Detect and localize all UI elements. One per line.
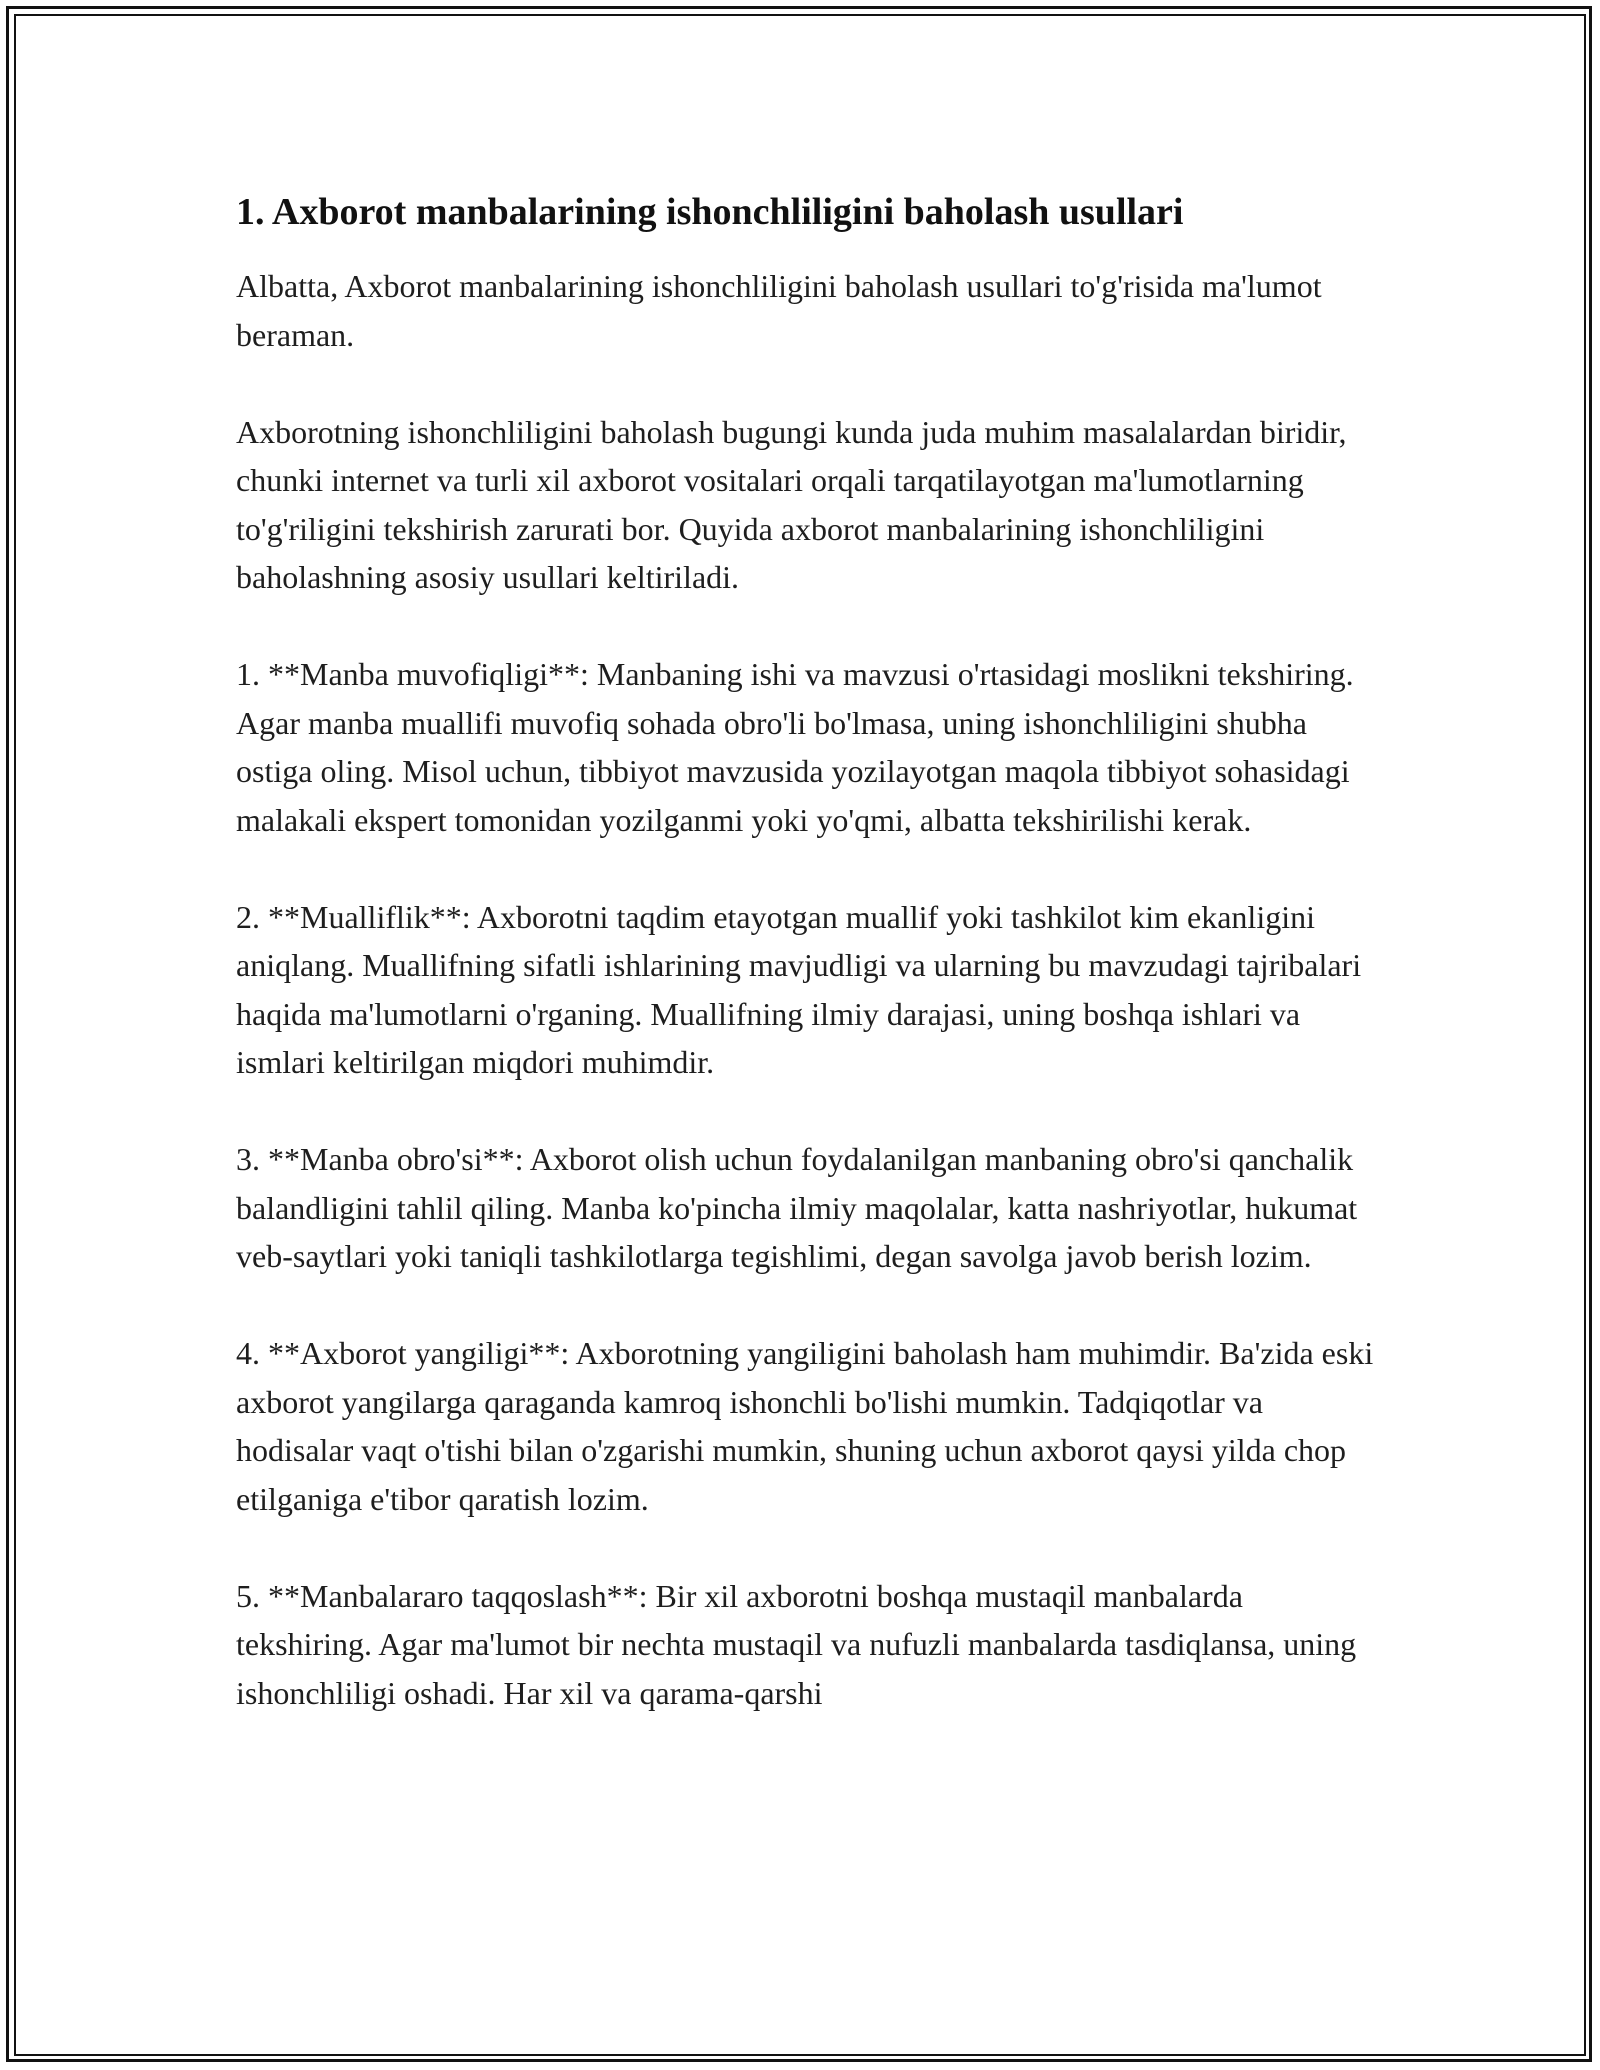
- paragraph-item-2: 2. **Mualliflik**: Axborotni taqdim etayotgan muallif yoki tashkilot kim ekanligini aniqlang. Muallifning sifatli ishlarining mavjudligi va ularning bu mavzudagi tajribalari haqida ma'lumotlarni o'rganing. Muallifning ilmiy darajasi, uning boshqa ishlari va ismlari keltirilgan miqdori muhimdir.: [236, 898, 1362, 1080]
- paragraph-overview: Axborotning ishonchliligini baholash bugungi kunda juda muhim masalalardan biridir, chunki internet va turli xil axborot vositalari orqali tarqatilayotgan ma'lumotlarning to'g'riligini tekshirish zarurati bor. Quyida axborot manbalarining ishonchliligini baholashning asosiy usullari keltiriladi.: [236, 413, 1347, 595]
- paragraph-intro: Albatta, Axborot manbalarining ishonchliligini baholash usullari to'g'risida ma'lumot beraman.: [236, 268, 1322, 353]
- paragraph-item-1: 1. **Manba muvofiqligi**: Manbaning ishi va mavzusi o'rtasidagi moslikni tekshiring. Agar manba muallifi muvofiq sohada obro'li bo'lmasa, uning ishonchliligini shubha ostiga oling. Misol uchun, tibbiyot mavzusida yozilayotgan maqola tibbiyot sohasidagi malakali ekspert tomonidan yozilganmi yoki yo'qmi, albatta tekshirilishi kerak.: [236, 656, 1354, 838]
- document-body: [236, 188, 1386, 1766]
- paragraph-item-3: 3. **Manba obro'si**: Axborot olish uchun foydalanilgan manbaning obro'si qanchalik balandligini tahlil qiling. Manba ko'pincha ilmiy maqolalar, katta nashriyotlar, hukumat veb-saytlari yoki taniqli tashkilotlarga tegishlimi, degan savolga javob berish lozim.: [236, 1141, 1358, 1274]
- paragraph-item-5: 5. **Manbalararo taqqoslash**: Bir xil axborotni boshqa mustaqil manbalarda tekshiring. Agar ma'lumot bir nechta mustaqil va nufuzli manbalarda tasdiqlansa, uning ishonchliligi oshadi. Har xil va qarama-qarshi: [236, 1577, 1357, 1711]
- section-heading: 1. Axborot manbalarining ishonchliligini baholash usullari: [236, 191, 1184, 233]
- paragraph-item-4: 4. **Axborot yangiligi**: Axborotning yangiligini baholash ham muhimdir. Ba'zida eski axborot yangilarga qaraganda kamroq ishonchli bo'lishi mumkin. Tadqiqotlar va hodisalar vaqt o'tishi bilan o'zgarishi mumkin, shuning uchun axborot qaysi yilda chop etilganiga e'tibor qaratish lozim.: [236, 1335, 1374, 1517]
